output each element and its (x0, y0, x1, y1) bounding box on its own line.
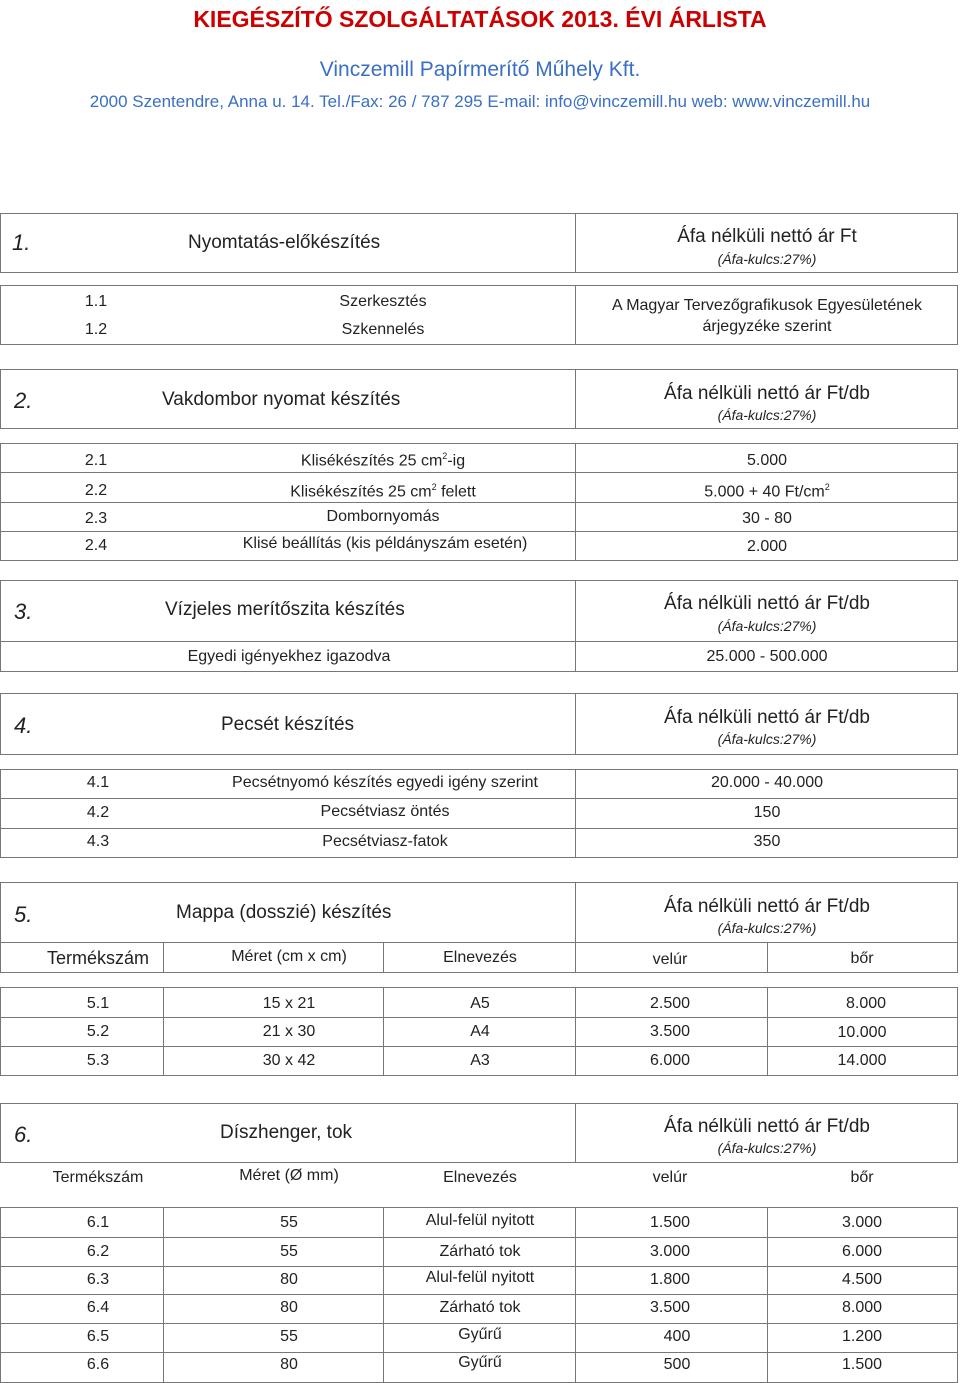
row-4-2-name: Pecsétviasz öntés (320, 803, 450, 820)
section-4-number: 4. (14, 713, 33, 738)
row-2-3-name: Dombornyomás (326, 508, 440, 525)
row-6-1-size: 55 (280, 1214, 298, 1231)
row-6-3-leather: 4.500 (841, 1271, 883, 1288)
row-6-5-id: 6.5 (86, 1328, 110, 1345)
row-5-3-size: 30 x 42 (262, 1052, 316, 1069)
section-6-price-header: Áfa nélküli nettó ár Ft/db (664, 1116, 870, 1137)
row-6-6-size: 80 (280, 1356, 298, 1373)
row-2-2-id: 2.2 (84, 482, 108, 499)
row-4-1-price: 20.000 - 40.000 (710, 774, 824, 791)
section-2-vat-note: (Áfa-kulcs:27%) (717, 407, 817, 423)
section-3-title: Vízjeles merítőszita készítés (165, 599, 405, 620)
row-6-5-size: 55 (280, 1328, 298, 1345)
row-2-3-id: 2.3 (84, 510, 108, 527)
section-4-title: Pecsét készítés (221, 714, 355, 735)
row-5-3-velour: 6.000 (649, 1052, 691, 1069)
row-2-3-price: 30 - 80 (742, 510, 792, 527)
row-6-3-name: Alul-felül nyitott (425, 1269, 535, 1286)
row-6-3-size: 80 (280, 1271, 298, 1288)
row-6-5-name: Gyűrű (458, 1326, 502, 1343)
row-1-2-name: Szkennelés (341, 321, 425, 338)
row-5-1-name: A5 (470, 995, 490, 1012)
col-header-leather: bőr (850, 950, 874, 967)
row-6-4-id: 6.4 (86, 1299, 110, 1316)
col-header-name: Elnevezés (443, 1169, 517, 1186)
section-1-note-line2: árjegyzéke szerint (702, 318, 832, 335)
row-2-2-price: 5.000 + 40 $Ft/cm^2$ (704, 482, 830, 501)
row-4-1-name: Pecsétnyomó készítés egyedi igény szerint (232, 774, 538, 791)
section-6-title: Díszhenger, tok (220, 1122, 353, 1143)
col-header-velour: velúr (652, 951, 688, 968)
row-4-3-price: 350 (753, 833, 781, 850)
section-5-vat-note: (Áfa-kulcs:27%) (717, 920, 817, 936)
row-6-4-size: 80 (280, 1299, 298, 1316)
section-1-body-box (0, 285, 958, 345)
section-1-note-line1: A Magyar Tervezőgrafikusok Egyesületének (611, 297, 923, 314)
contact-line: 2000 Szentendre, Anna u. 14. Tel./Fax: 26 / 787 295 E-mail: info@vinczemill.hu web: www.vinczemill.hu (89, 92, 871, 111)
section-3-row-price: 25.000 - 500.000 (706, 648, 828, 665)
row-2-1-id: 2.1 (84, 452, 108, 469)
section-2-price-header: Áfa nélküli nettó ár Ft/db (664, 383, 870, 404)
row-5-3-id: 5.3 (86, 1052, 110, 1069)
row-6-1-id: 6.1 (86, 1214, 110, 1231)
row-4-3-name: Pecsétviasz-fatok (322, 833, 448, 850)
row-6-1-leather: 3.000 (841, 1214, 883, 1231)
row-5-1-velour: 2.500 (649, 995, 691, 1012)
section-3-row-name: Egyedi igényekhez igazodva (187, 648, 391, 665)
row-5-2-size: 21 x 30 (262, 1023, 316, 1040)
row-1-2-id: 1.2 (84, 321, 108, 338)
page-title: KIEGÉSZÍTŐ SZOLGÁLTATÁSOK 2013. ÉVI ÁRLISTA (193, 6, 767, 32)
row-2-2-name: Klisékészítés 25 $cm^2$ felett (290, 482, 476, 501)
row-6-3-id: 6.3 (86, 1271, 110, 1288)
row-6-4-leather: 8.000 (841, 1299, 883, 1316)
row-2-1-name: Klisékészítés 25 $cm^2-ig$ (300, 451, 466, 470)
col-header-product-number: Termékszám (52, 1169, 144, 1186)
row-6-5-velour: 400 (663, 1328, 691, 1345)
section-4-price-header: Áfa nélküli nettó ár Ft/db (664, 707, 870, 728)
row-6-1-velour: 1.500 (649, 1214, 691, 1231)
section-6-number: 6. (14, 1122, 33, 1147)
section-5-price-header: Áfa nélküli nettó ár Ft/db (664, 896, 870, 917)
row-5-2-leather: 10.000 (837, 1024, 887, 1041)
row-6-5-leather: 1.200 (841, 1328, 883, 1345)
row-1-1-id: 1.1 (84, 293, 108, 310)
row-6-4-velour: 3.500 (649, 1299, 691, 1316)
col-header-diameter: Méret (Ø mm) (239, 1167, 339, 1184)
row-4-2-id: 4.2 (86, 804, 110, 821)
row-4-1-id: 4.1 (86, 774, 110, 791)
row-6-2-size: 55 (280, 1243, 298, 1260)
row-6-2-name: Zárható tok (439, 1243, 521, 1260)
row-6-2-id: 6.2 (86, 1243, 110, 1260)
row-6-3-velour: 1.800 (649, 1271, 691, 1288)
section-3-number: 3. (14, 599, 33, 624)
row-5-1-id: 5.1 (86, 995, 110, 1012)
section-1-vat-note: (Áfa-kulcs:27%) (717, 251, 817, 267)
row-6-2-velour: 3.000 (649, 1243, 691, 1260)
col-header-velour: velúr (652, 1169, 688, 1186)
section-2-title: Vakdombor nyomat készítés (162, 389, 401, 410)
section-1-price-header: Áfa nélküli nettó ár Ft (677, 226, 857, 247)
section-2-number: 2. (14, 388, 33, 413)
row-2-4-id: 2.4 (84, 537, 108, 554)
row-5-2-name: A4 (470, 1023, 490, 1040)
row-6-1-name: Alul-felül nyitott (425, 1212, 535, 1229)
section-4-vat-note: (Áfa-kulcs:27%) (717, 731, 817, 747)
row-6-4-name: Zárható tok (439, 1299, 521, 1316)
section-1-title: Nyomtatás-előkészítés (188, 232, 381, 253)
row-4-2-price: 150 (753, 804, 781, 821)
col-header-name: Elnevezés (443, 949, 517, 966)
row-2-4-name: Klisé beállítás (kis példányszám esetén) (242, 535, 528, 552)
col-header-size: Méret (cm x cm) (231, 948, 347, 965)
row-6-2-leather: 6.000 (841, 1243, 883, 1260)
section-3-price-header: Áfa nélküli nettó ár Ft/db (664, 593, 870, 614)
row-5-3-name: A3 (470, 1052, 490, 1069)
row-6-6-name: Gyűrű (458, 1354, 502, 1371)
row-6-6-id: 6.6 (86, 1356, 110, 1373)
row-6-6-velour: 500 (663, 1356, 691, 1373)
row-4-3-id: 4.3 (86, 833, 110, 850)
section-6-vat-note: (Áfa-kulcs:27%) (717, 1140, 817, 1156)
row-5-3-leather: 14.000 (837, 1052, 887, 1069)
section-1-number: 1. (12, 230, 31, 255)
row-5-1-leather: 8.000 (845, 995, 887, 1012)
col-header-product-number: Termékszám (46, 948, 150, 968)
row-1-1-name: Szerkesztés (339, 293, 427, 310)
section-5-title: Mappa (dosszié) készítés (176, 902, 392, 923)
row-5-2-velour: 3.500 (649, 1023, 691, 1040)
col-header-leather: bőr (850, 1169, 874, 1186)
row-2-1-price: 5.000 (746, 452, 788, 469)
row-5-2-id: 5.2 (86, 1023, 110, 1040)
section-5-number: 5. (14, 902, 33, 927)
row-2-4-price: 2.000 (746, 538, 788, 555)
row-5-1-size: 15 x 21 (262, 995, 316, 1012)
company-name: Vinczemill Papírmerítő Műhely Kft. (319, 58, 641, 81)
section-3-vat-note: (Áfa-kulcs:27%) (717, 618, 817, 634)
row-6-6-leather: 1.500 (841, 1356, 883, 1373)
